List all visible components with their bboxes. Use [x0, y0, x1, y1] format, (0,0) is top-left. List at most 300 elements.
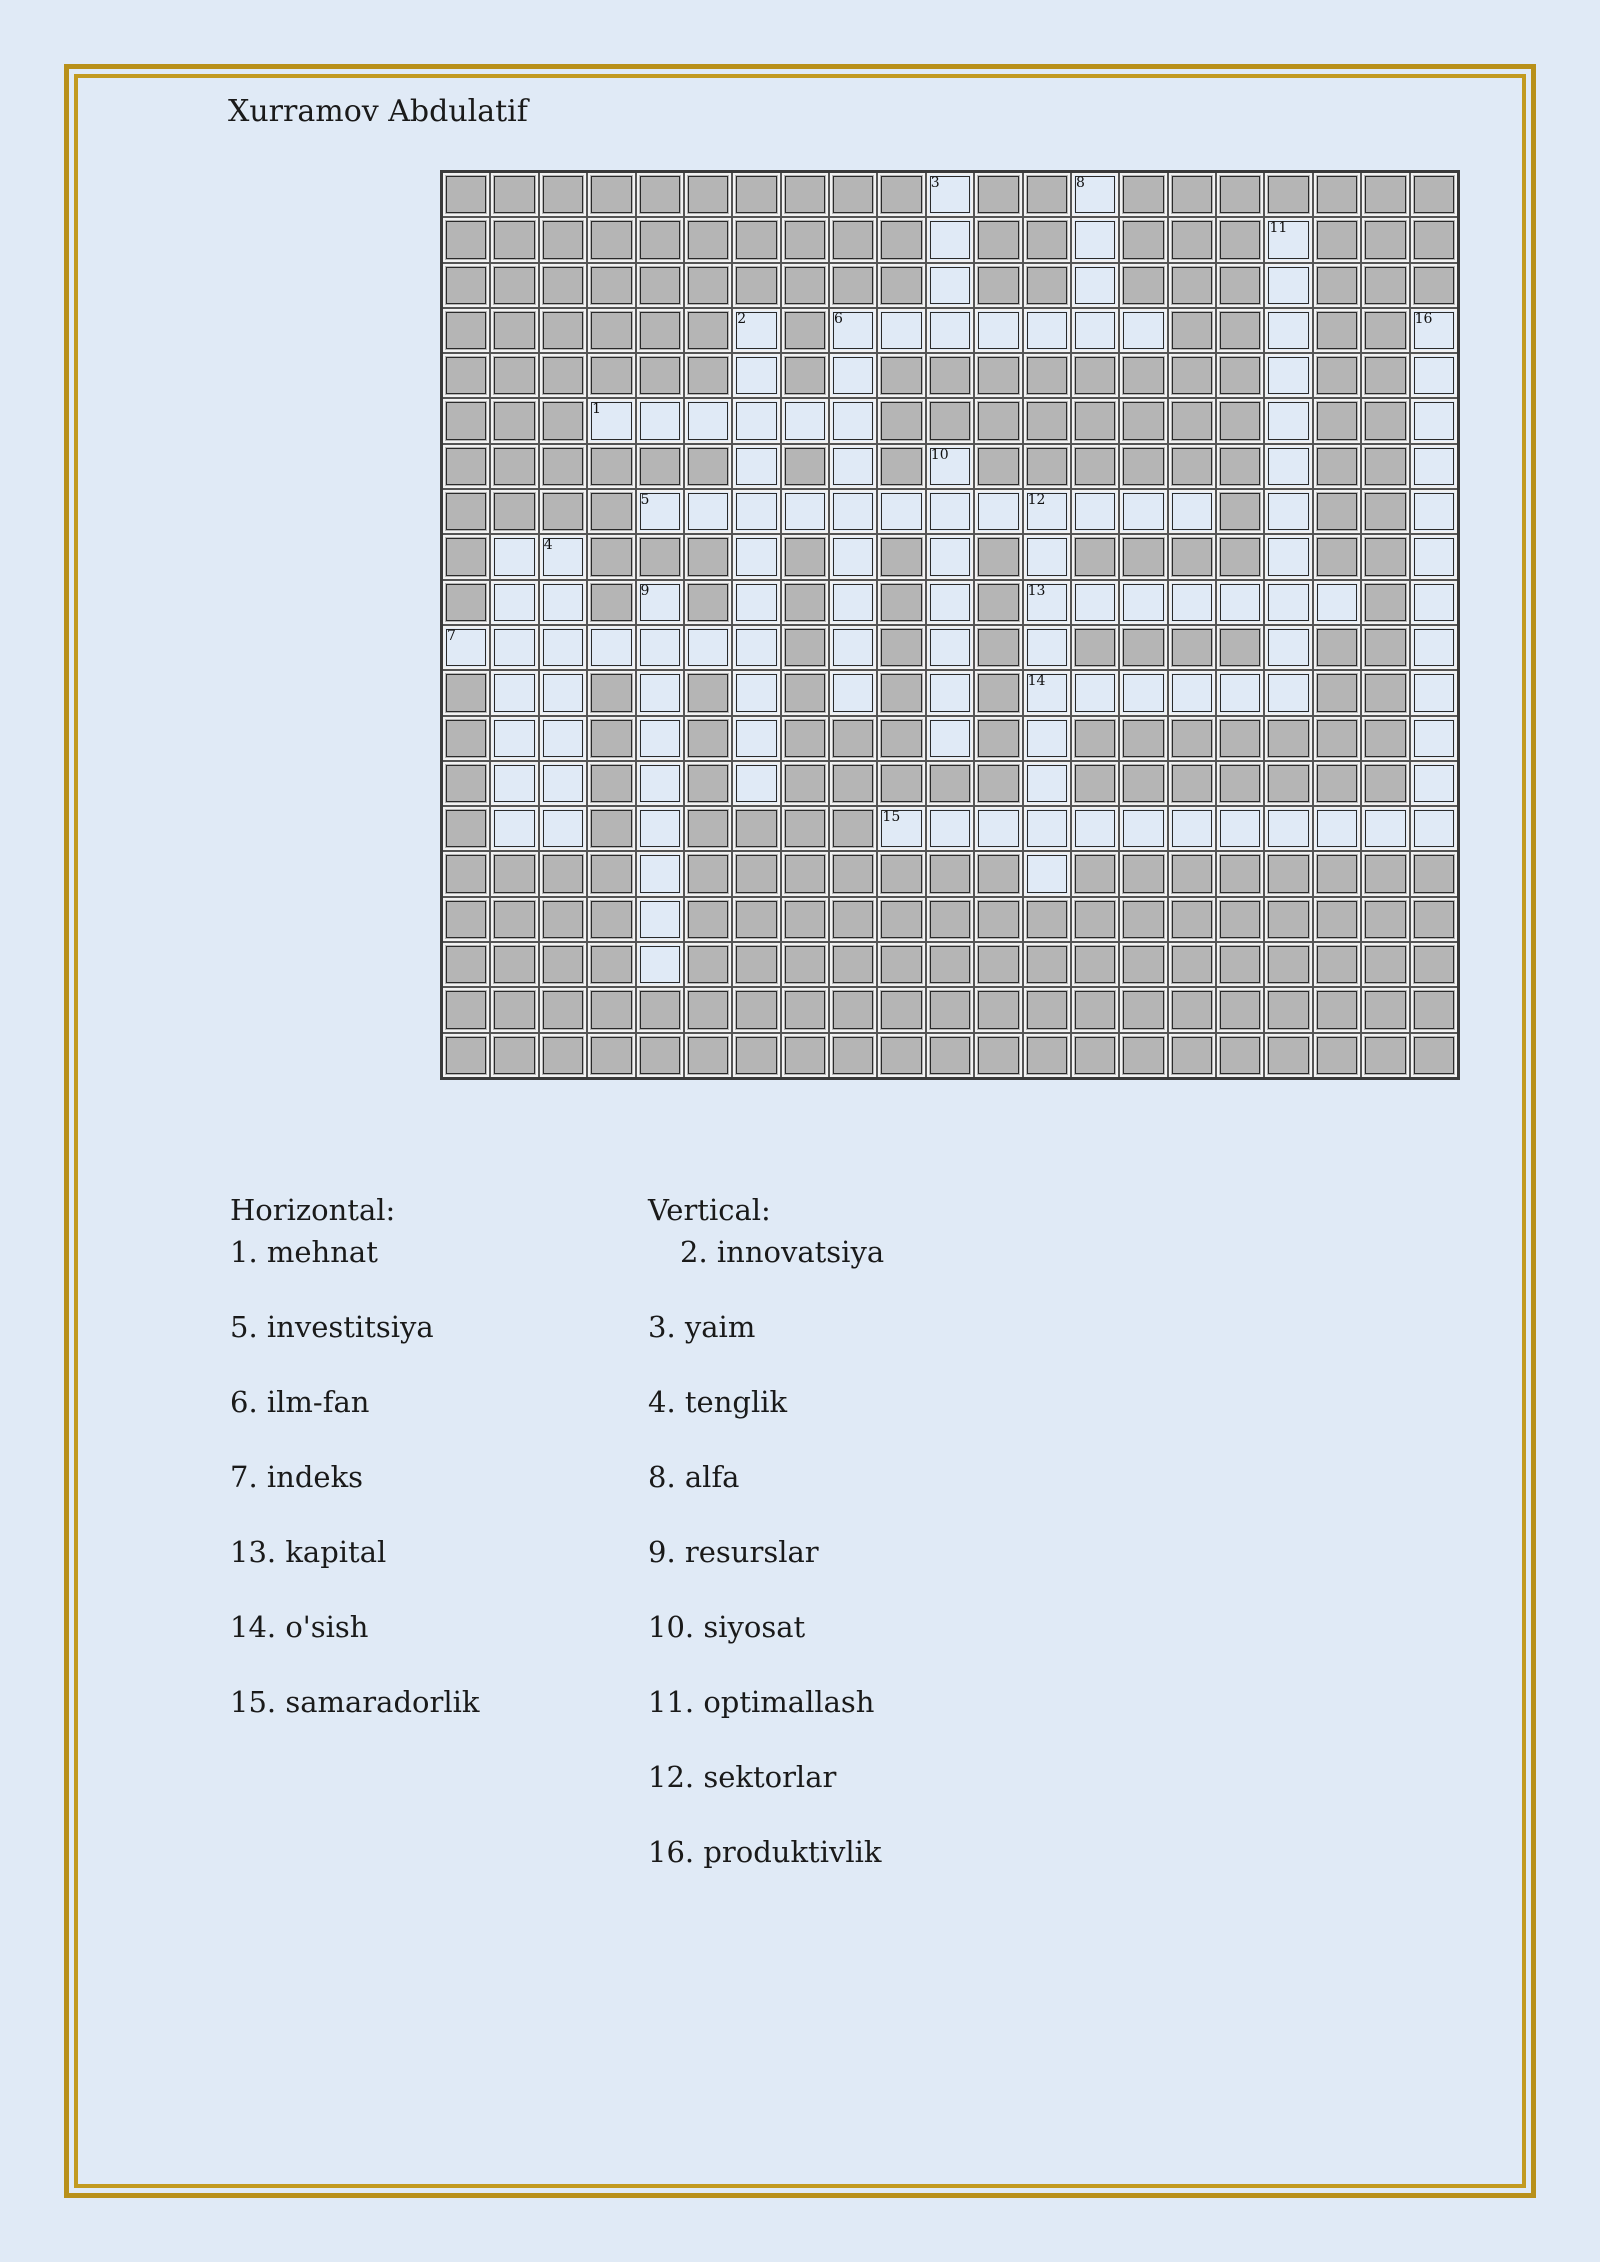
- grid-cell-block: [637, 1034, 683, 1077]
- grid-cell-block: [782, 898, 828, 941]
- grid-cell-block: [443, 671, 489, 714]
- grid-cell-block: [491, 898, 537, 941]
- grid-cell-open[interactable]: [975, 490, 1021, 533]
- grid-cell-open[interactable]: [1411, 762, 1457, 805]
- grid-cell-open[interactable]: [733, 490, 779, 533]
- grid-cell-block: [1120, 218, 1166, 261]
- grid-cell-open[interactable]: [733, 717, 779, 760]
- grid-cell-block: [1362, 535, 1408, 578]
- grid-cell-block: [1024, 354, 1070, 397]
- grid-cell-open[interactable]: [927, 717, 973, 760]
- grid-cell-open[interactable]: [491, 717, 537, 760]
- grid-cell-block: [1362, 626, 1408, 669]
- grid-cell-open[interactable]: [733, 535, 779, 578]
- grid-cell-block: [1314, 309, 1360, 352]
- grid-cell-block: [491, 445, 537, 488]
- grid-cell-open[interactable]: [1217, 671, 1263, 714]
- grid-cell-block: [588, 581, 634, 624]
- grid-cell-block: [1217, 354, 1263, 397]
- grid-cell-open[interactable]: [1217, 807, 1263, 850]
- grid-cell-block: [1362, 354, 1408, 397]
- grid-cell-block: [685, 807, 731, 850]
- grid-cell-open[interactable]: [1072, 218, 1118, 261]
- grid-cell-block: [1265, 852, 1311, 895]
- grid-cell-open[interactable]: [830, 399, 876, 442]
- grid-cell-open[interactable]: [1072, 173, 1118, 216]
- grid-cell-open[interactable]: [975, 309, 1021, 352]
- grid-cell-block: [878, 671, 924, 714]
- grid-cell-block: [878, 535, 924, 578]
- grid-cell-open[interactable]: [878, 309, 924, 352]
- grid-cell-block: [1024, 445, 1070, 488]
- grid-cell-open[interactable]: [637, 581, 683, 624]
- grid-cell-block: [1217, 490, 1263, 533]
- grid-cell-block: [1169, 717, 1215, 760]
- grid-cell-block: [1362, 717, 1408, 760]
- grid-cell-open[interactable]: [1120, 490, 1166, 533]
- grid-cell-open[interactable]: [927, 218, 973, 261]
- grid-cell-block: [975, 671, 1021, 714]
- grid-cell-open[interactable]: [1120, 309, 1166, 352]
- grid-cell-open[interactable]: [1411, 490, 1457, 533]
- grid-cell-open[interactable]: [1072, 671, 1118, 714]
- clue-item: 4. tenglik: [648, 1385, 788, 1419]
- grid-cell-block: [491, 852, 537, 895]
- grid-cell-block: [637, 354, 683, 397]
- grid-cell-open[interactable]: [1411, 807, 1457, 850]
- grid-cell-open[interactable]: [1411, 717, 1457, 760]
- grid-cell-block: [1362, 943, 1408, 986]
- grid-cell-block: [540, 309, 586, 352]
- grid-cell-block: [733, 1034, 779, 1077]
- grid-cell-open[interactable]: [830, 671, 876, 714]
- grid-cell-open[interactable]: [1265, 626, 1311, 669]
- grid-cell-open[interactable]: [637, 717, 683, 760]
- grid-cell-open[interactable]: [637, 898, 683, 941]
- clue-item: 12. sektorlar: [648, 1760, 837, 1794]
- clue-number: 8: [1075, 175, 1085, 191]
- grid-cell-open[interactable]: [830, 535, 876, 578]
- grid-cell-open[interactable]: [1120, 807, 1166, 850]
- grid-cell-block: [878, 626, 924, 669]
- grid-cell-block: [1120, 445, 1166, 488]
- grid-cell-block: [878, 762, 924, 805]
- grid-cell-open[interactable]: [637, 671, 683, 714]
- grid-cell-open[interactable]: [540, 671, 586, 714]
- grid-cell-block: [1169, 943, 1215, 986]
- grid-cell-block: [733, 898, 779, 941]
- grid-cell-block: [975, 1034, 1021, 1077]
- grid-cell-open[interactable]: [491, 762, 537, 805]
- grid-cell-block: [1362, 399, 1408, 442]
- clue-number: 4: [543, 537, 553, 554]
- clue-item: 3. yaim: [648, 1310, 756, 1344]
- vertical-heading: Vertical:: [648, 1193, 771, 1227]
- grid-cell-open[interactable]: [1024, 807, 1070, 850]
- grid-cell-block: [1169, 173, 1215, 216]
- grid-cell-open[interactable]: [830, 490, 876, 533]
- grid-cell-open[interactable]: [1411, 354, 1457, 397]
- grid-cell-open[interactable]: [975, 807, 1021, 850]
- grid-cell-open[interactable]: [1265, 807, 1311, 850]
- grid-cell-block: [1169, 852, 1215, 895]
- grid-cell-open[interactable]: [927, 807, 973, 850]
- clue-item: 11. optimallash: [648, 1685, 875, 1719]
- grid-cell-block: [491, 988, 537, 1031]
- grid-cell-open[interactable]: [1411, 626, 1457, 669]
- grid-cell-block: [1362, 445, 1408, 488]
- grid-cell-block: [1169, 1034, 1215, 1077]
- grid-cell-block: [878, 264, 924, 307]
- grid-cell-block: [1362, 218, 1408, 261]
- grid-cell-block: [443, 535, 489, 578]
- clue-number: 9: [640, 582, 650, 599]
- grid-cell-block: [1120, 354, 1166, 397]
- grid-cell-open[interactable]: [878, 490, 924, 533]
- grid-cell-block: [1072, 898, 1118, 941]
- grid-cell-block: [878, 445, 924, 488]
- grid-cell-open[interactable]: [1120, 581, 1166, 624]
- grid-cell-open[interactable]: [927, 671, 973, 714]
- grid-cell-open[interactable]: [588, 626, 634, 669]
- grid-cell-block: [1024, 943, 1070, 986]
- grid-cell-block: [1411, 898, 1457, 941]
- grid-cell-open[interactable]: [491, 535, 537, 578]
- grid-cell-block: [830, 852, 876, 895]
- crossword-grid: [443, 173, 1457, 1077]
- grid-cell-open[interactable]: [540, 717, 586, 760]
- grid-cell-open[interactable]: [637, 626, 683, 669]
- grid-cell-block: [588, 943, 634, 986]
- grid-cell-open[interactable]: [1265, 264, 1311, 307]
- grid-cell-open[interactable]: [1314, 581, 1360, 624]
- grid-cell-open[interactable]: [1169, 807, 1215, 850]
- grid-cell-block: [1120, 626, 1166, 669]
- grid-cell-block: [491, 943, 537, 986]
- grid-cell-open[interactable]: [1120, 671, 1166, 714]
- grid-cell-block: [540, 218, 586, 261]
- grid-cell-open[interactable]: [830, 354, 876, 397]
- grid-cell-block: [685, 535, 731, 578]
- grid-cell-block: [540, 490, 586, 533]
- grid-cell-block: [637, 309, 683, 352]
- grid-cell-open[interactable]: [637, 399, 683, 442]
- grid-cell-block: [1362, 173, 1408, 216]
- grid-cell-open[interactable]: [733, 671, 779, 714]
- grid-cell-block: [733, 807, 779, 850]
- grid-cell-open[interactable]: [927, 535, 973, 578]
- grid-cell-block: [830, 264, 876, 307]
- grid-cell-block: [1024, 264, 1070, 307]
- grid-cell-open[interactable]: [491, 671, 537, 714]
- grid-cell-block: [927, 354, 973, 397]
- grid-cell-block: [1169, 535, 1215, 578]
- grid-cell-open[interactable]: [733, 445, 779, 488]
- clue-number: 12: [1027, 492, 1046, 509]
- grid-cell-block: [830, 943, 876, 986]
- grid-cell-open[interactable]: [782, 399, 828, 442]
- grid-cell-open[interactable]: [1024, 490, 1070, 533]
- grid-cell-block: [1072, 354, 1118, 397]
- grid-cell-open[interactable]: [1265, 581, 1311, 624]
- grid-cell-block: [491, 309, 537, 352]
- grid-cell-open[interactable]: [685, 626, 731, 669]
- grid-cell-open[interactable]: [1024, 717, 1070, 760]
- grid-cell-open[interactable]: [1169, 671, 1215, 714]
- grid-cell-open[interactable]: [443, 626, 489, 669]
- grid-cell-block: [1120, 988, 1166, 1031]
- grid-cell-block: [1362, 898, 1408, 941]
- grid-cell-block: [685, 581, 731, 624]
- grid-cell-block: [588, 490, 634, 533]
- grid-cell-open[interactable]: [637, 490, 683, 533]
- grid-cell-open[interactable]: [1072, 264, 1118, 307]
- grid-cell-block: [927, 852, 973, 895]
- grid-cell-block: [443, 218, 489, 261]
- clue-number: 1: [592, 401, 602, 418]
- grid-cell-open[interactable]: [1072, 490, 1118, 533]
- grid-cell-open[interactable]: [1072, 581, 1118, 624]
- grid-cell-open[interactable]: [1169, 581, 1215, 624]
- grid-cell-block: [830, 173, 876, 216]
- grid-cell-open[interactable]: [1265, 399, 1311, 442]
- grid-cell-block: [1072, 626, 1118, 669]
- grid-cell-block: [830, 762, 876, 805]
- grid-cell-block: [685, 943, 731, 986]
- grid-cell-open[interactable]: [927, 445, 973, 488]
- grid-cell-block: [975, 173, 1021, 216]
- grid-cell-open[interactable]: [927, 309, 973, 352]
- grid-cell-block: [927, 399, 973, 442]
- grid-cell-block: [1169, 354, 1215, 397]
- vertical-clues: [648, 1190, 884, 1907]
- grid-cell-block: [588, 218, 634, 261]
- clue-item: 8. alfa: [648, 1460, 740, 1494]
- grid-cell-block: [588, 717, 634, 760]
- grid-cell-open[interactable]: [540, 581, 586, 624]
- grid-cell-block: [782, 309, 828, 352]
- clue-number: 6: [834, 310, 843, 327]
- grid-cell-block: [685, 309, 731, 352]
- clue-number: 16: [1414, 310, 1433, 327]
- clue-item: 1. mehnat: [230, 1235, 378, 1269]
- grid-cell-block: [685, 445, 731, 488]
- grid-cell-open[interactable]: [830, 581, 876, 624]
- clue-item: 15. samaradorlik: [230, 1685, 480, 1719]
- grid-cell-block: [733, 218, 779, 261]
- grid-cell-block: [1169, 445, 1215, 488]
- grid-cell-block: [1265, 762, 1311, 805]
- grid-cell-block: [540, 1034, 586, 1077]
- grid-cell-block: [443, 807, 489, 850]
- grid-cell-block: [588, 1034, 634, 1077]
- grid-cell-block: [1072, 762, 1118, 805]
- clue-number: 10: [930, 446, 949, 463]
- grid-cell-block: [443, 581, 489, 624]
- grid-cell-open[interactable]: [540, 807, 586, 850]
- grid-cell-block: [1362, 671, 1408, 714]
- grid-cell-open[interactable]: [733, 309, 779, 352]
- grid-cell-block: [1217, 173, 1263, 216]
- grid-cell-block: [1169, 309, 1215, 352]
- grid-cell-block: [782, 445, 828, 488]
- grid-cell-open[interactable]: [830, 445, 876, 488]
- grid-cell-block: [782, 173, 828, 216]
- grid-cell-block: [1072, 445, 1118, 488]
- grid-cell-block: [975, 762, 1021, 805]
- grid-cell-open[interactable]: [1265, 490, 1311, 533]
- clue-number: 13: [1027, 582, 1046, 599]
- grid-cell-open[interactable]: [1411, 399, 1457, 442]
- grid-cell-block: [1072, 1034, 1118, 1077]
- grid-cell-block: [588, 354, 634, 397]
- grid-cell-open[interactable]: [588, 399, 634, 442]
- grid-cell-block: [443, 264, 489, 307]
- grid-cell-block: [540, 445, 586, 488]
- grid-cell-block: [1314, 173, 1360, 216]
- grid-cell-block: [1024, 988, 1070, 1031]
- grid-cell-block: [1314, 852, 1360, 895]
- clue-item: 7. indeks: [230, 1460, 364, 1494]
- grid-cell-block: [878, 581, 924, 624]
- grid-cell-block: [1314, 717, 1360, 760]
- grid-cell-open[interactable]: [830, 309, 876, 352]
- grid-cell-block: [1217, 218, 1263, 261]
- grid-cell-open[interactable]: [637, 807, 683, 850]
- grid-cell-open[interactable]: [491, 581, 537, 624]
- grid-cell-open[interactable]: [491, 807, 537, 850]
- grid-cell-block: [782, 717, 828, 760]
- grid-cell-open[interactable]: [1024, 852, 1070, 895]
- grid-cell-open[interactable]: [733, 762, 779, 805]
- grid-cell-open[interactable]: [1265, 354, 1311, 397]
- grid-cell-open[interactable]: [782, 490, 828, 533]
- grid-cell-open[interactable]: [1265, 309, 1311, 352]
- grid-cell-block: [588, 807, 634, 850]
- grid-cell-block: [1169, 218, 1215, 261]
- grid-cell-open[interactable]: [1314, 807, 1360, 850]
- grid-cell-open[interactable]: [1169, 490, 1215, 533]
- grid-cell-open[interactable]: [1265, 218, 1311, 261]
- grid-cell-open[interactable]: [733, 626, 779, 669]
- grid-cell-block: [443, 852, 489, 895]
- grid-cell-block: [782, 264, 828, 307]
- grid-cell-block: [1411, 173, 1457, 216]
- grid-cell-block: [588, 173, 634, 216]
- grid-cell-block: [975, 264, 1021, 307]
- grid-cell-open[interactable]: [927, 626, 973, 669]
- grid-cell-open[interactable]: [540, 762, 586, 805]
- grid-cell-block: [443, 898, 489, 941]
- clue-item: 16. produktivlik: [648, 1835, 882, 1869]
- grid-cell-block: [1314, 354, 1360, 397]
- horizontal-clues: [230, 1190, 479, 1757]
- grid-cell-open[interactable]: [1411, 671, 1457, 714]
- grid-cell-block: [733, 173, 779, 216]
- grid-cell-block: [685, 173, 731, 216]
- grid-cell-block: [1024, 218, 1070, 261]
- grid-cell-block: [733, 988, 779, 1031]
- grid-cell-open[interactable]: [1024, 762, 1070, 805]
- grid-cell-block: [782, 852, 828, 895]
- grid-cell-block: [1314, 445, 1360, 488]
- grid-cell-block: [927, 943, 973, 986]
- grid-cell-block: [1120, 898, 1166, 941]
- grid-cell-open[interactable]: [685, 399, 731, 442]
- grid-cell-open[interactable]: [1265, 671, 1311, 714]
- grid-cell-block: [782, 943, 828, 986]
- grid-cell-open[interactable]: [733, 354, 779, 397]
- grid-cell-open[interactable]: [1024, 671, 1070, 714]
- grid-cell-block: [1120, 943, 1166, 986]
- grid-cell-open[interactable]: [1411, 309, 1457, 352]
- grid-cell-open[interactable]: [878, 807, 924, 850]
- grid-cell-block: [1120, 717, 1166, 760]
- grid-cell-open[interactable]: [1362, 807, 1408, 850]
- grid-cell-open[interactable]: [733, 399, 779, 442]
- grid-cell-block: [588, 988, 634, 1031]
- grid-cell-block: [588, 852, 634, 895]
- grid-cell-block: [1217, 762, 1263, 805]
- grid-cell-open[interactable]: [1024, 535, 1070, 578]
- grid-cell-open[interactable]: [637, 852, 683, 895]
- grid-cell-open[interactable]: [685, 490, 731, 533]
- grid-cell-block: [878, 988, 924, 1031]
- grid-cell-open[interactable]: [1265, 445, 1311, 488]
- grid-cell-open[interactable]: [540, 535, 586, 578]
- grid-cell-block: [443, 173, 489, 216]
- grid-cell-open[interactable]: [1072, 309, 1118, 352]
- grid-cell-open[interactable]: [1411, 445, 1457, 488]
- grid-cell-open[interactable]: [1024, 626, 1070, 669]
- grid-cell-open[interactable]: [491, 626, 537, 669]
- grid-cell-open[interactable]: [927, 581, 973, 624]
- grid-cell-open[interactable]: [830, 626, 876, 669]
- grid-cell-block: [927, 762, 973, 805]
- grid-cell-block: [830, 717, 876, 760]
- grid-cell-block: [1217, 943, 1263, 986]
- grid-cell-block: [685, 218, 731, 261]
- grid-cell-open[interactable]: [1411, 581, 1457, 624]
- grid-cell-open[interactable]: [1024, 581, 1070, 624]
- grid-cell-block: [443, 399, 489, 442]
- grid-cell-open[interactable]: [637, 943, 683, 986]
- grid-cell-open[interactable]: [1217, 581, 1263, 624]
- grid-cell-block: [443, 1034, 489, 1077]
- grid-cell-open[interactable]: [637, 762, 683, 805]
- grid-cell-block: [782, 988, 828, 1031]
- grid-cell-open[interactable]: [927, 490, 973, 533]
- grid-cell-block: [1362, 581, 1408, 624]
- grid-cell-block: [1024, 898, 1070, 941]
- grid-cell-block: [1265, 898, 1311, 941]
- grid-cell-open[interactable]: [927, 173, 973, 216]
- grid-cell-open[interactable]: [1024, 309, 1070, 352]
- crossword-grid-frame: [440, 170, 1460, 1080]
- grid-cell-block: [1314, 399, 1360, 442]
- grid-cell-block: [491, 490, 537, 533]
- grid-cell-open[interactable]: [1072, 807, 1118, 850]
- grid-cell-open[interactable]: [1265, 535, 1311, 578]
- grid-cell-open[interactable]: [733, 581, 779, 624]
- grid-cell-open[interactable]: [927, 264, 973, 307]
- grid-cell-open[interactable]: [540, 626, 586, 669]
- grid-cell-block: [1362, 762, 1408, 805]
- clue-number: 15: [882, 809, 901, 826]
- clue-item: 10. siyosat: [648, 1610, 806, 1644]
- grid-cell-block: [830, 1034, 876, 1077]
- grid-cell-open[interactable]: [1411, 535, 1457, 578]
